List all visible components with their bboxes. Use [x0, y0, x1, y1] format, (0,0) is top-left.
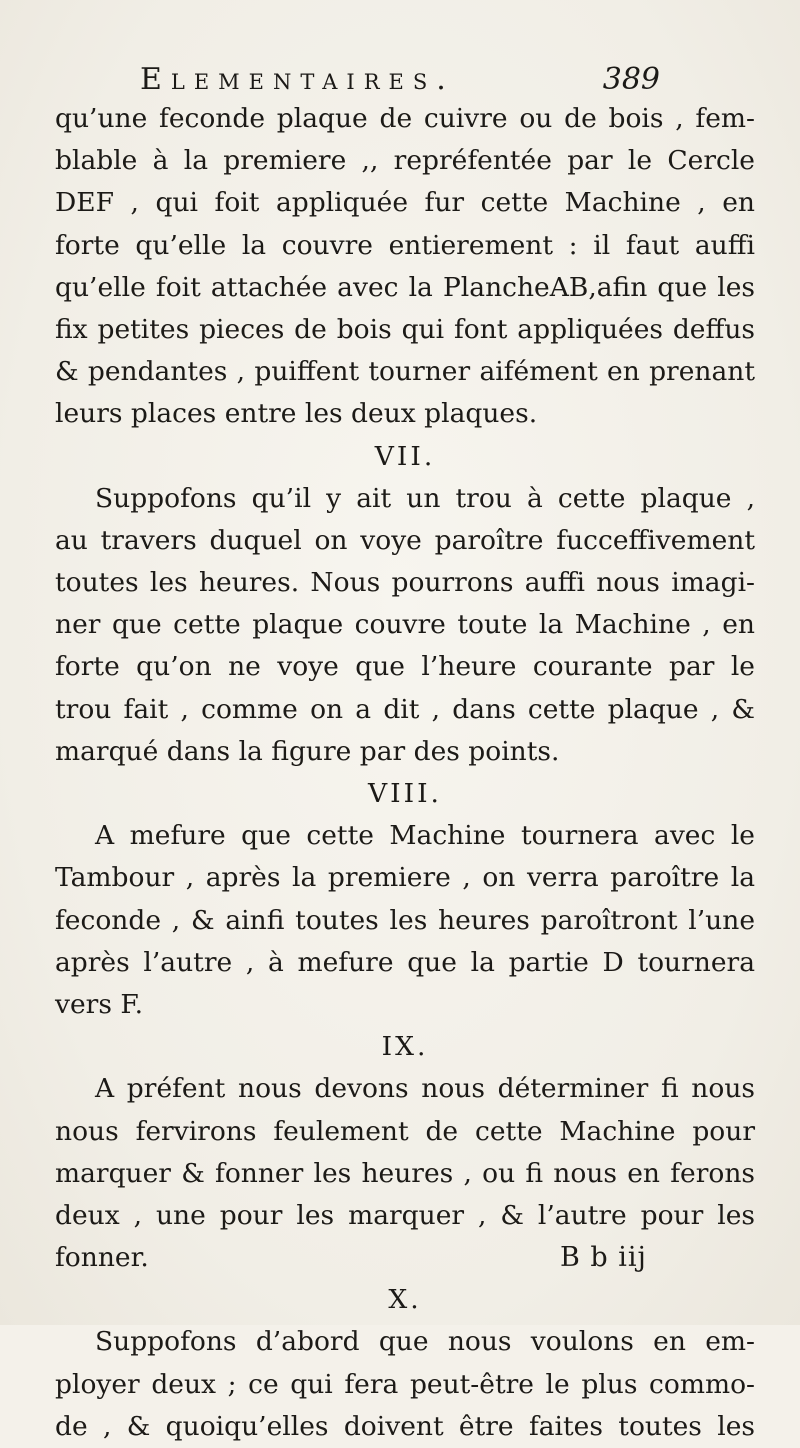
text-line: marqué dans la figure par des points. — [55, 735, 560, 767]
page-number: 389 — [602, 62, 660, 97]
section-number: VII. — [374, 440, 436, 472]
text-line: Tambour , après la premiere , on verra paroître la — [55, 862, 755, 894]
paragraph-first-line: A préfent nous devons nous déterminer fi nous — [95, 1073, 755, 1105]
text-line: DEF , qui foit appliquée fur cette Machine , en — [55, 187, 755, 219]
text-line: ployer deux ; ce qui fera peut-être le plus commo- — [55, 1368, 755, 1400]
text-line: deux , une pour les marquer , & l’autre pour les — [55, 1199, 755, 1231]
paragraph-first-line: A mefure que cette Machine tournera avec le — [95, 820, 755, 852]
running-head — [140, 62, 660, 102]
text-line: forte qu’on ne voye que l’heure courante par le — [55, 651, 755, 683]
text-line: trou fait , comme on a dit , dans cette plaque , & — [55, 693, 755, 725]
paragraph-first-line: Suppofons qu’il y ait un trou à cette plaque , — [95, 482, 755, 514]
text-line: & pendantes , puiffent tourner aifément en prenant — [55, 356, 755, 388]
text-line: blable à la premiere ,, repréfentée par le Cercle — [55, 145, 755, 177]
text-line: nous fervirons feulement de cette Machine pour — [55, 1115, 755, 1147]
body-text — [55, 98, 755, 1448]
section-number: X. — [388, 1284, 422, 1316]
text-line: leurs places entre les deux plaques. — [55, 398, 538, 430]
text-line: fix petites pieces de bois qui font appliquées deffus — [55, 313, 755, 345]
text-line: après l’autre , à mefure que la partie D tournera — [55, 946, 755, 978]
section-number: IX. — [381, 1031, 429, 1063]
text-line: feconde , & ainfi toutes les heures paroîtront l’une — [55, 904, 755, 936]
signature-mark: B b iij — [560, 1242, 647, 1273]
text-line: vers F. — [55, 988, 144, 1020]
text-line: qu’elle foit attachée avec la PlancheAB,afin que les — [55, 271, 755, 303]
text-line: au travers duquel on voye paroître fucceffivement — [55, 524, 755, 556]
text-line: fonner. — [55, 1242, 149, 1274]
paragraph-first-line: Suppofons d’abord que nous voulons en em- — [95, 1326, 755, 1358]
text-line: de , & quoiqu’elles doivent être faites toutes les — [55, 1410, 755, 1442]
section-number: VIII. — [368, 778, 442, 809]
text-line: marquer & fonner les heures , ou fi nous en ferons — [55, 1157, 755, 1189]
text-line: forte qu’elle la couvre entierement : il faut auffi — [55, 229, 755, 261]
text-line: toutes les heures. Nous pourrons auffi nous imagi- — [55, 567, 755, 599]
text-line: qu’une feconde plaque de cuivre ou de bois , fem- — [55, 103, 755, 134]
text-line: ner que cette plaque couvre toute la Machine , en — [55, 609, 755, 641]
running-title: Elementaires. — [140, 62, 455, 97]
